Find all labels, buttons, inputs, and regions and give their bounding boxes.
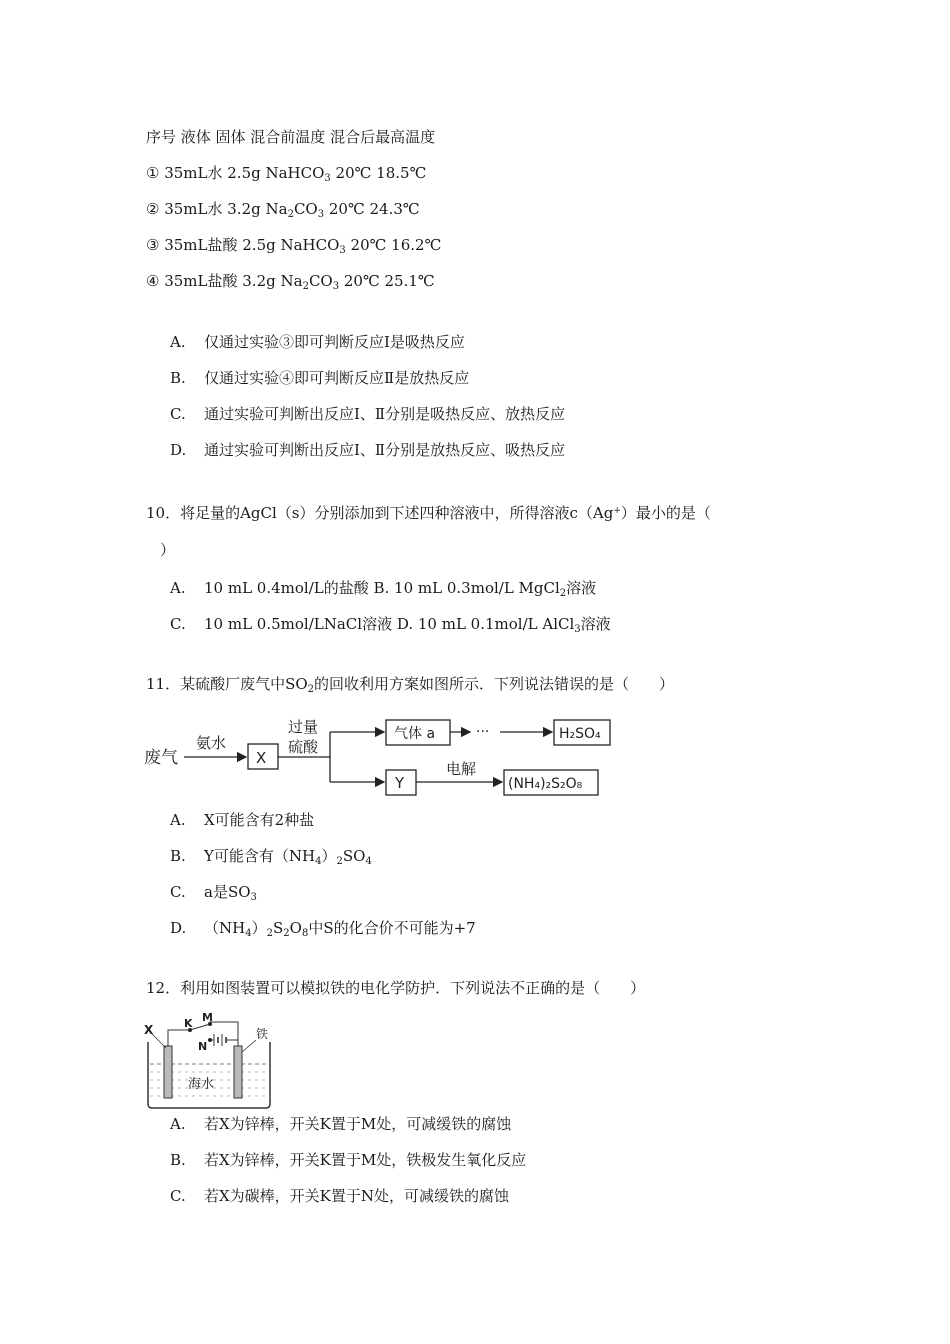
q11-option-b[interactable]: B. Y可能含有$(NH_4)_2SO_4$ bbox=[170, 847, 372, 867]
table-row: ① 35mL水 2.5g NaHCO$_3$ 20℃ 18.5℃ bbox=[146, 164, 427, 184]
q9-option-a[interactable]: A. 仅通过实验③即可判断反应Ⅰ是吸热反应 bbox=[170, 333, 465, 351]
q11-option-c[interactable]: C. a是$SO_3$ bbox=[170, 883, 257, 903]
k-label: K bbox=[184, 1017, 193, 1030]
gas-a-label: 气体 a bbox=[394, 726, 436, 742]
q12-stem: 12．利用如图装置可以模拟铁的电化学防护．下列说法不正确的是（ ） bbox=[146, 979, 646, 997]
x-electrode bbox=[164, 1046, 172, 1098]
q12-apparatus-diagram bbox=[140, 1012, 280, 1110]
x-label: X bbox=[256, 749, 267, 767]
y-label: Y bbox=[395, 774, 405, 792]
table-header: 序号 液体 固体 混合前温度 混合后最高温度 bbox=[146, 128, 436, 146]
product-label: (NH₄)₂S₂O₈ bbox=[508, 776, 583, 792]
q10-stem: 10．将足量的AgCl（s）分别添加到下述四种溶液中，所得溶液c（Ag+）最小的是（ bbox=[146, 504, 711, 522]
excess-label-1: 过量 bbox=[288, 718, 319, 736]
n-label: N bbox=[198, 1040, 208, 1053]
table-row: ② 35mL水 3.2g $Na_2CO_3$ 20℃ 24.3℃ bbox=[146, 200, 420, 220]
x-label: X bbox=[144, 1023, 154, 1037]
q9-option-b[interactable]: B. 仅通过实验④即可判断反应Ⅱ是放热反应 bbox=[170, 369, 470, 387]
waste-gas-label: 废气 bbox=[144, 748, 178, 768]
q10-stem-end: ） bbox=[160, 541, 176, 559]
ammonia-label: 氨水 bbox=[196, 734, 227, 752]
q12-option-c[interactable]: C. 若X为碳棒，开关K置于N处，可减缓铁的腐蚀 bbox=[170, 1187, 510, 1205]
q10-option-cd[interactable]: C. 10 mL 0.5mol/LNaCl溶液 D. 10 mL 0.1mol/L AlCl$_3$溶液 bbox=[170, 615, 611, 635]
table-row: ④ 35mL盐酸 3.2g $Na_2CO_3$ 20℃ 25.1℃ bbox=[146, 272, 435, 292]
excess-label-2: 硫酸 bbox=[288, 738, 319, 756]
q11-option-a[interactable]: A. X可能含有2种盐 bbox=[170, 811, 315, 829]
q9-option-d[interactable]: D. 通过实验可判断出反应Ⅰ、Ⅱ分别是放热反应、吸热反应 bbox=[170, 441, 566, 459]
table-row: ③ 35mL盐酸 2.5g NaHCO$_3$ 20℃ 16.2℃ bbox=[146, 236, 442, 256]
q9-option-c[interactable]: C. 通过实验可判断出反应Ⅰ、Ⅱ分别是吸热反应、放热反应 bbox=[170, 405, 566, 423]
q11-stem: 11．某硫酸厂废气中$SO_2$的回收利用方案如图所示．下列说法错误的是（ ） bbox=[146, 675, 675, 695]
seawater-label: 海水 bbox=[188, 1077, 215, 1092]
q12-option-a[interactable]: A. 若X为锌棒，开关K置于M处，可减缓铁的腐蚀 bbox=[170, 1115, 512, 1133]
q10-option-ab[interactable]: A. 10 mL 0.4mol/L的盐酸 B. 10 mL 0.3mol/L MgCl$_2$溶液 bbox=[170, 579, 597, 599]
q11-flow-diagram bbox=[140, 712, 620, 804]
electrolysis-label: 电解 bbox=[446, 760, 477, 778]
dots-label: ··· bbox=[476, 724, 490, 740]
m-label: M bbox=[202, 1012, 213, 1024]
iron-label: 铁 bbox=[256, 1027, 269, 1041]
h2so4-label: H₂SO₄ bbox=[559, 726, 601, 742]
iron-electrode bbox=[234, 1046, 242, 1098]
q11-option-d[interactable]: D. $(NH_4)_2S_2O_8$中S的化合价不可能为+7 bbox=[170, 919, 476, 939]
q12-option-b[interactable]: B. 若X为锌棒，开关K置于M处，铁极发生氧化反应 bbox=[170, 1151, 527, 1169]
